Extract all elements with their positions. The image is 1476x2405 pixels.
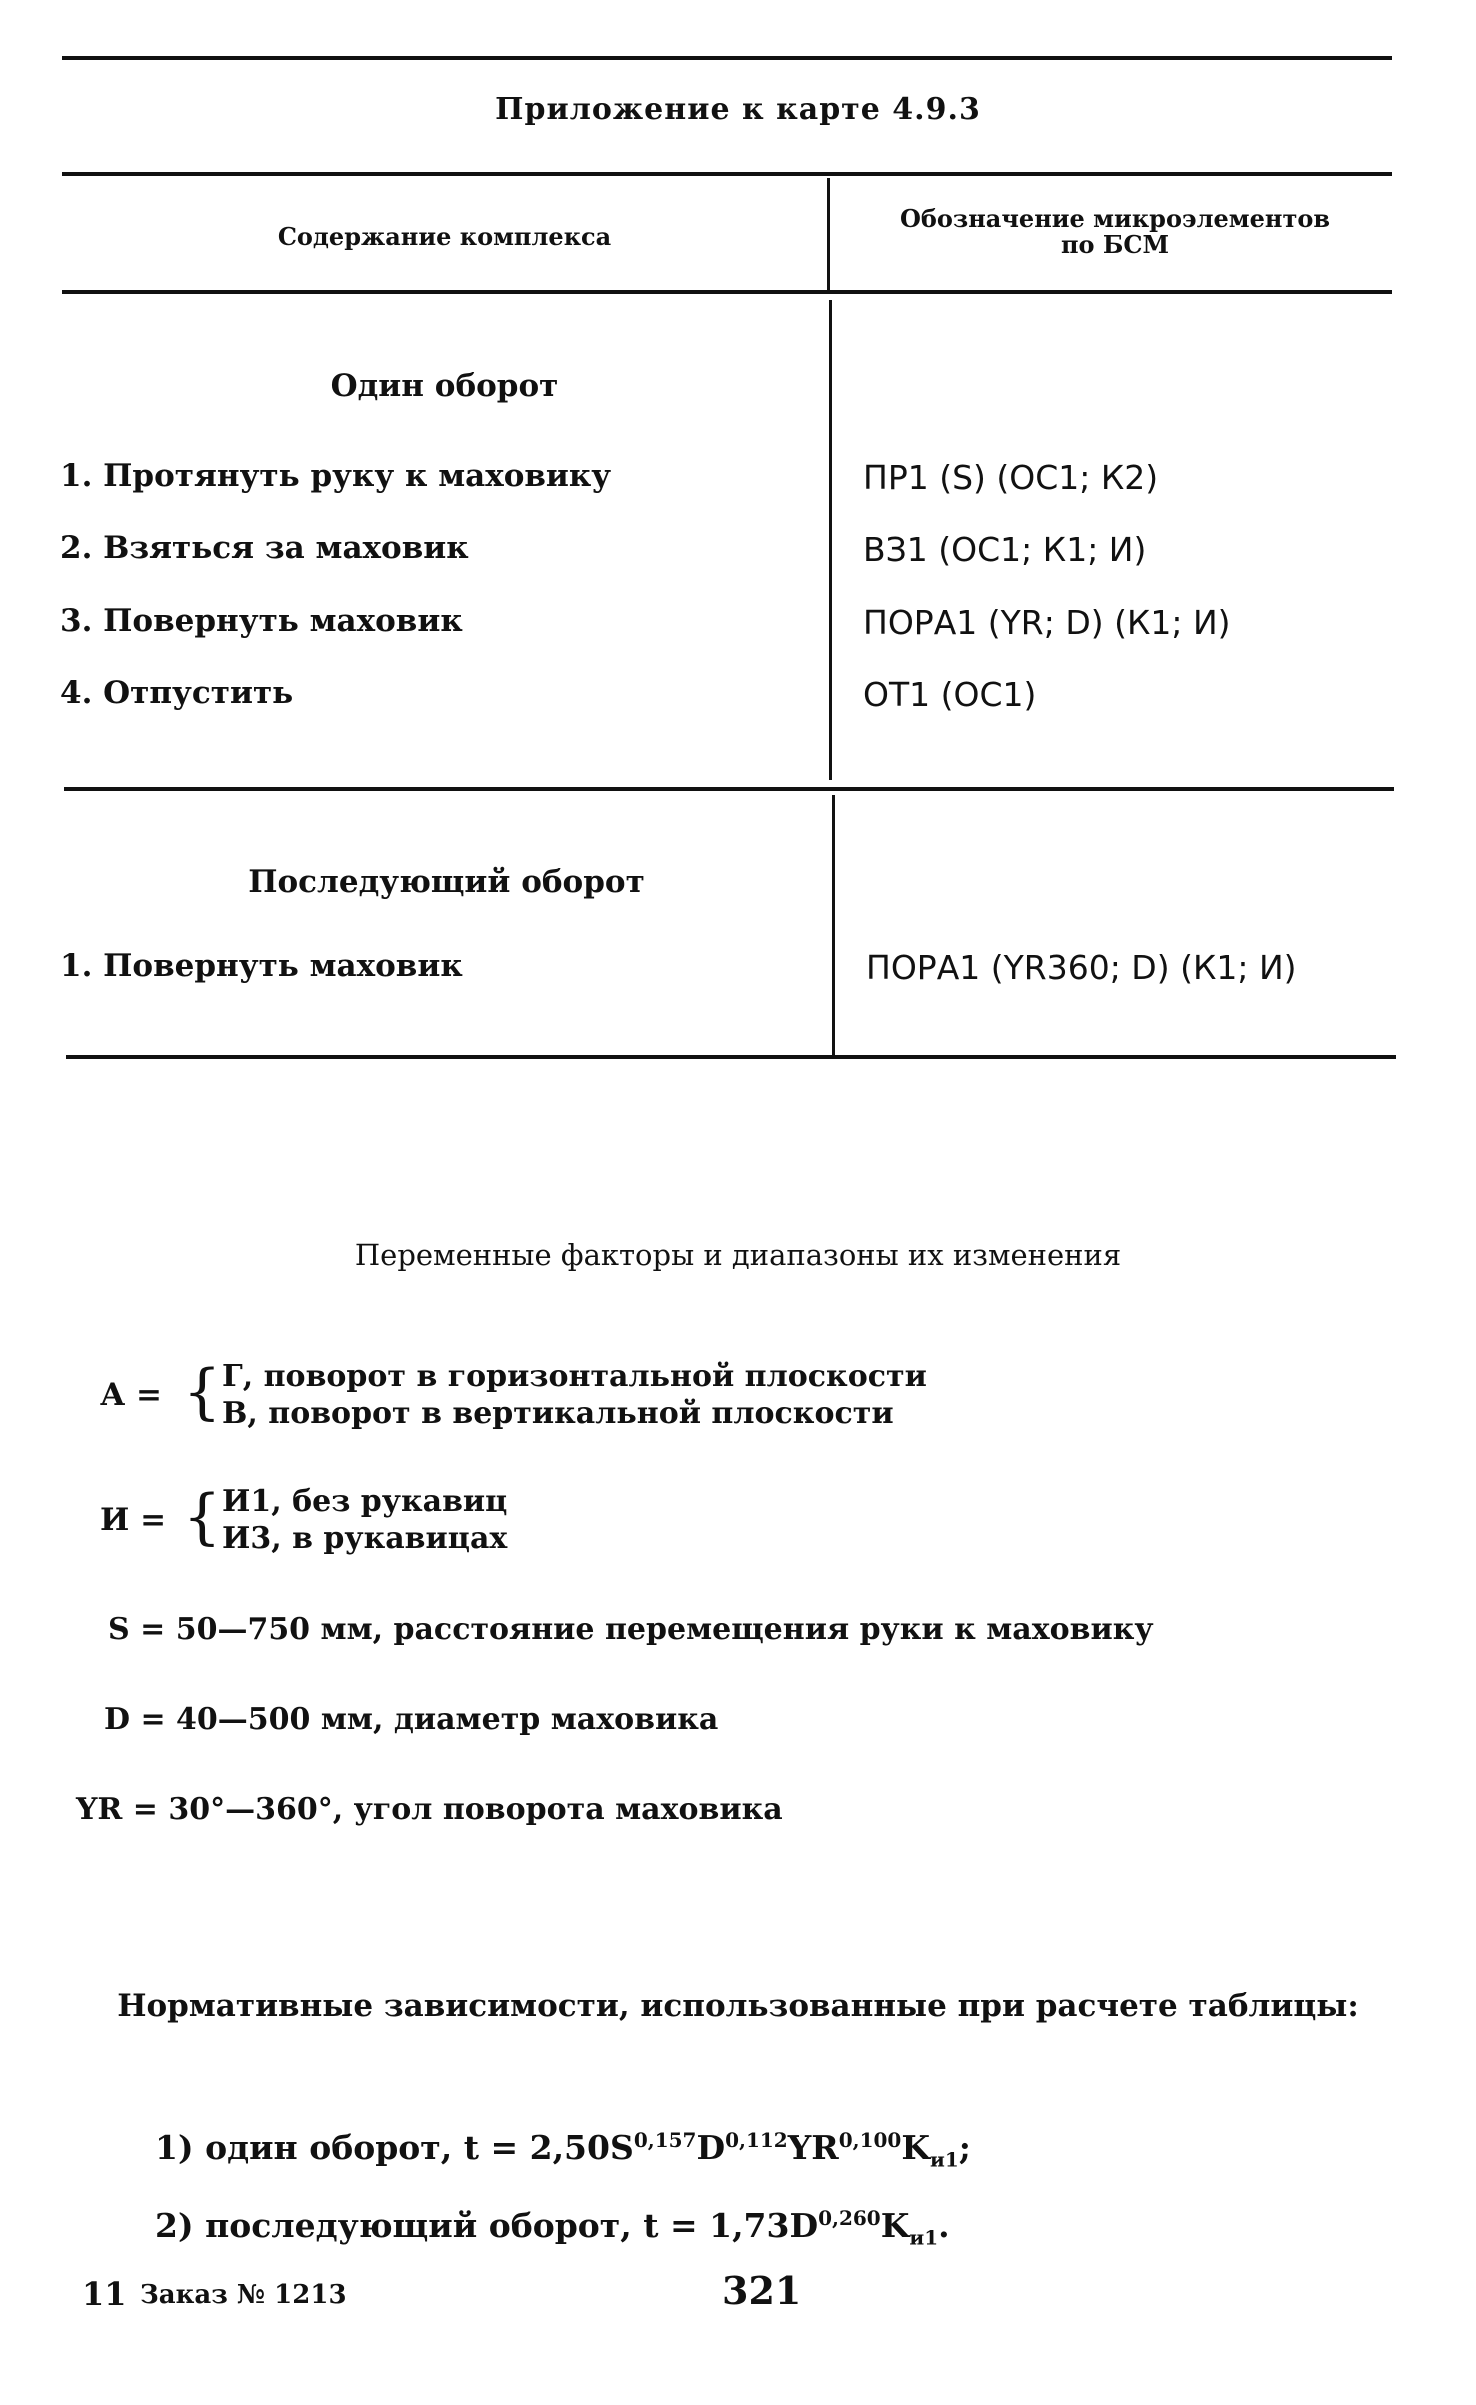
formula-1-exp-s: 0,157	[633, 2128, 697, 2152]
table-row-step: 1. Протянуть руку к маховику	[60, 458, 612, 494]
header-divider	[827, 178, 830, 290]
factor-i-options	[222, 1483, 507, 1557]
factor-a-label: А =	[100, 1377, 163, 1413]
table-row-step: 3. Повернуть маховик	[60, 603, 463, 639]
column-header-codes	[835, 206, 1395, 258]
column-header-codes-line2: по БСМ	[1060, 230, 1170, 259]
formula-2-exp-d: 0,260	[818, 2206, 881, 2230]
factor-a-options	[222, 1358, 927, 1432]
table-row-code: ПР1 (S) (ОС1; К2)	[863, 458, 1159, 497]
top-rule	[62, 56, 1392, 60]
column-header-content: Содержание комплекса	[277, 222, 612, 251]
page-number: 321	[722, 2268, 802, 2313]
factor-a-option-2: В, поворот в вертикальной плоскости	[222, 1396, 894, 1431]
table-bottom-rule	[66, 1055, 1396, 1059]
formula-1-prefix: 1) один оборот, t = 2,50S	[155, 2128, 634, 2167]
table-row-step: 4. Отпустить	[60, 675, 294, 711]
header-bottom-rule	[62, 290, 1392, 294]
formula-1-sub: и1	[930, 2147, 959, 2172]
formula-2-end: .	[938, 2206, 950, 2245]
brace-icon: {	[183, 1482, 222, 1552]
formula-1-exp-yr: 0,100	[838, 2128, 902, 2152]
formula-2-k: K	[880, 2206, 910, 2245]
factor-i-label: И =	[100, 1502, 167, 1538]
formula-1-exp-d: 0,112	[725, 2128, 788, 2152]
table-row-code: ВЗ1 (ОС1; К1; И)	[863, 530, 1147, 569]
factor-a-option-1: Г, поворот в горизонтальной плоскости	[222, 1359, 927, 1394]
factor-s-range: S = 50—750 мм, расстояние перемещения руки к маховику	[108, 1612, 1154, 1647]
norms-title: Нормативные зависимости, использованные при расчете таблицы:	[117, 1988, 1359, 2024]
table-row-step: 1. Повернуть маховик	[60, 948, 463, 984]
formula-2-prefix: 2) последующий оборот, t = 1,73D	[155, 2206, 819, 2245]
formula-1-k: K	[901, 2128, 931, 2167]
factor-d-range: D = 40—500 мм, диаметр маховика	[104, 1702, 719, 1737]
section-heading-next-turn: Последующий оборот	[248, 864, 645, 900]
footer-order-number: Заказ № 1213	[140, 2280, 347, 2310]
page-title: Приложение к карте 4.9.3	[495, 92, 981, 127]
section-heading-one-turn: Один оборот	[330, 368, 559, 404]
section1-divider	[829, 300, 832, 780]
table-row-step: 2. Взяться за маховик	[60, 530, 469, 566]
factors-title: Переменные факторы и диапазоны их изменения	[354, 1238, 1122, 1272]
formula-one-turn	[155, 2128, 971, 2172]
factor-i-option-2: И3, в рукавицах	[222, 1521, 508, 1556]
footer-sheet-number: 11	[82, 2275, 127, 2313]
formula-1-d: D	[696, 2128, 726, 2167]
formula-next-turn	[155, 2206, 950, 2250]
table-row-code: ОТ1 (ОС1)	[863, 675, 1037, 714]
table-top-rule	[62, 172, 1392, 176]
formula-1-yr: YR	[787, 2128, 839, 2167]
factor-i-option-1: И1, без рукавиц	[222, 1484, 508, 1519]
column-header-codes-line1: Обозначение микроэлементов	[900, 204, 1330, 233]
formula-1-end: ;	[958, 2128, 971, 2167]
section2-divider	[832, 795, 835, 1057]
section-separator-rule	[64, 787, 1394, 791]
formula-2-sub: и1	[909, 2225, 939, 2250]
brace-icon: {	[183, 1357, 222, 1427]
table-row-code: ПОРА1 (YR360; D) (К1; И)	[866, 948, 1297, 987]
factor-yr-range: YR = 30°—360°, угол поворота маховика	[76, 1792, 783, 1827]
table-row-code: ПОРА1 (YR; D) (К1; И)	[863, 603, 1231, 642]
